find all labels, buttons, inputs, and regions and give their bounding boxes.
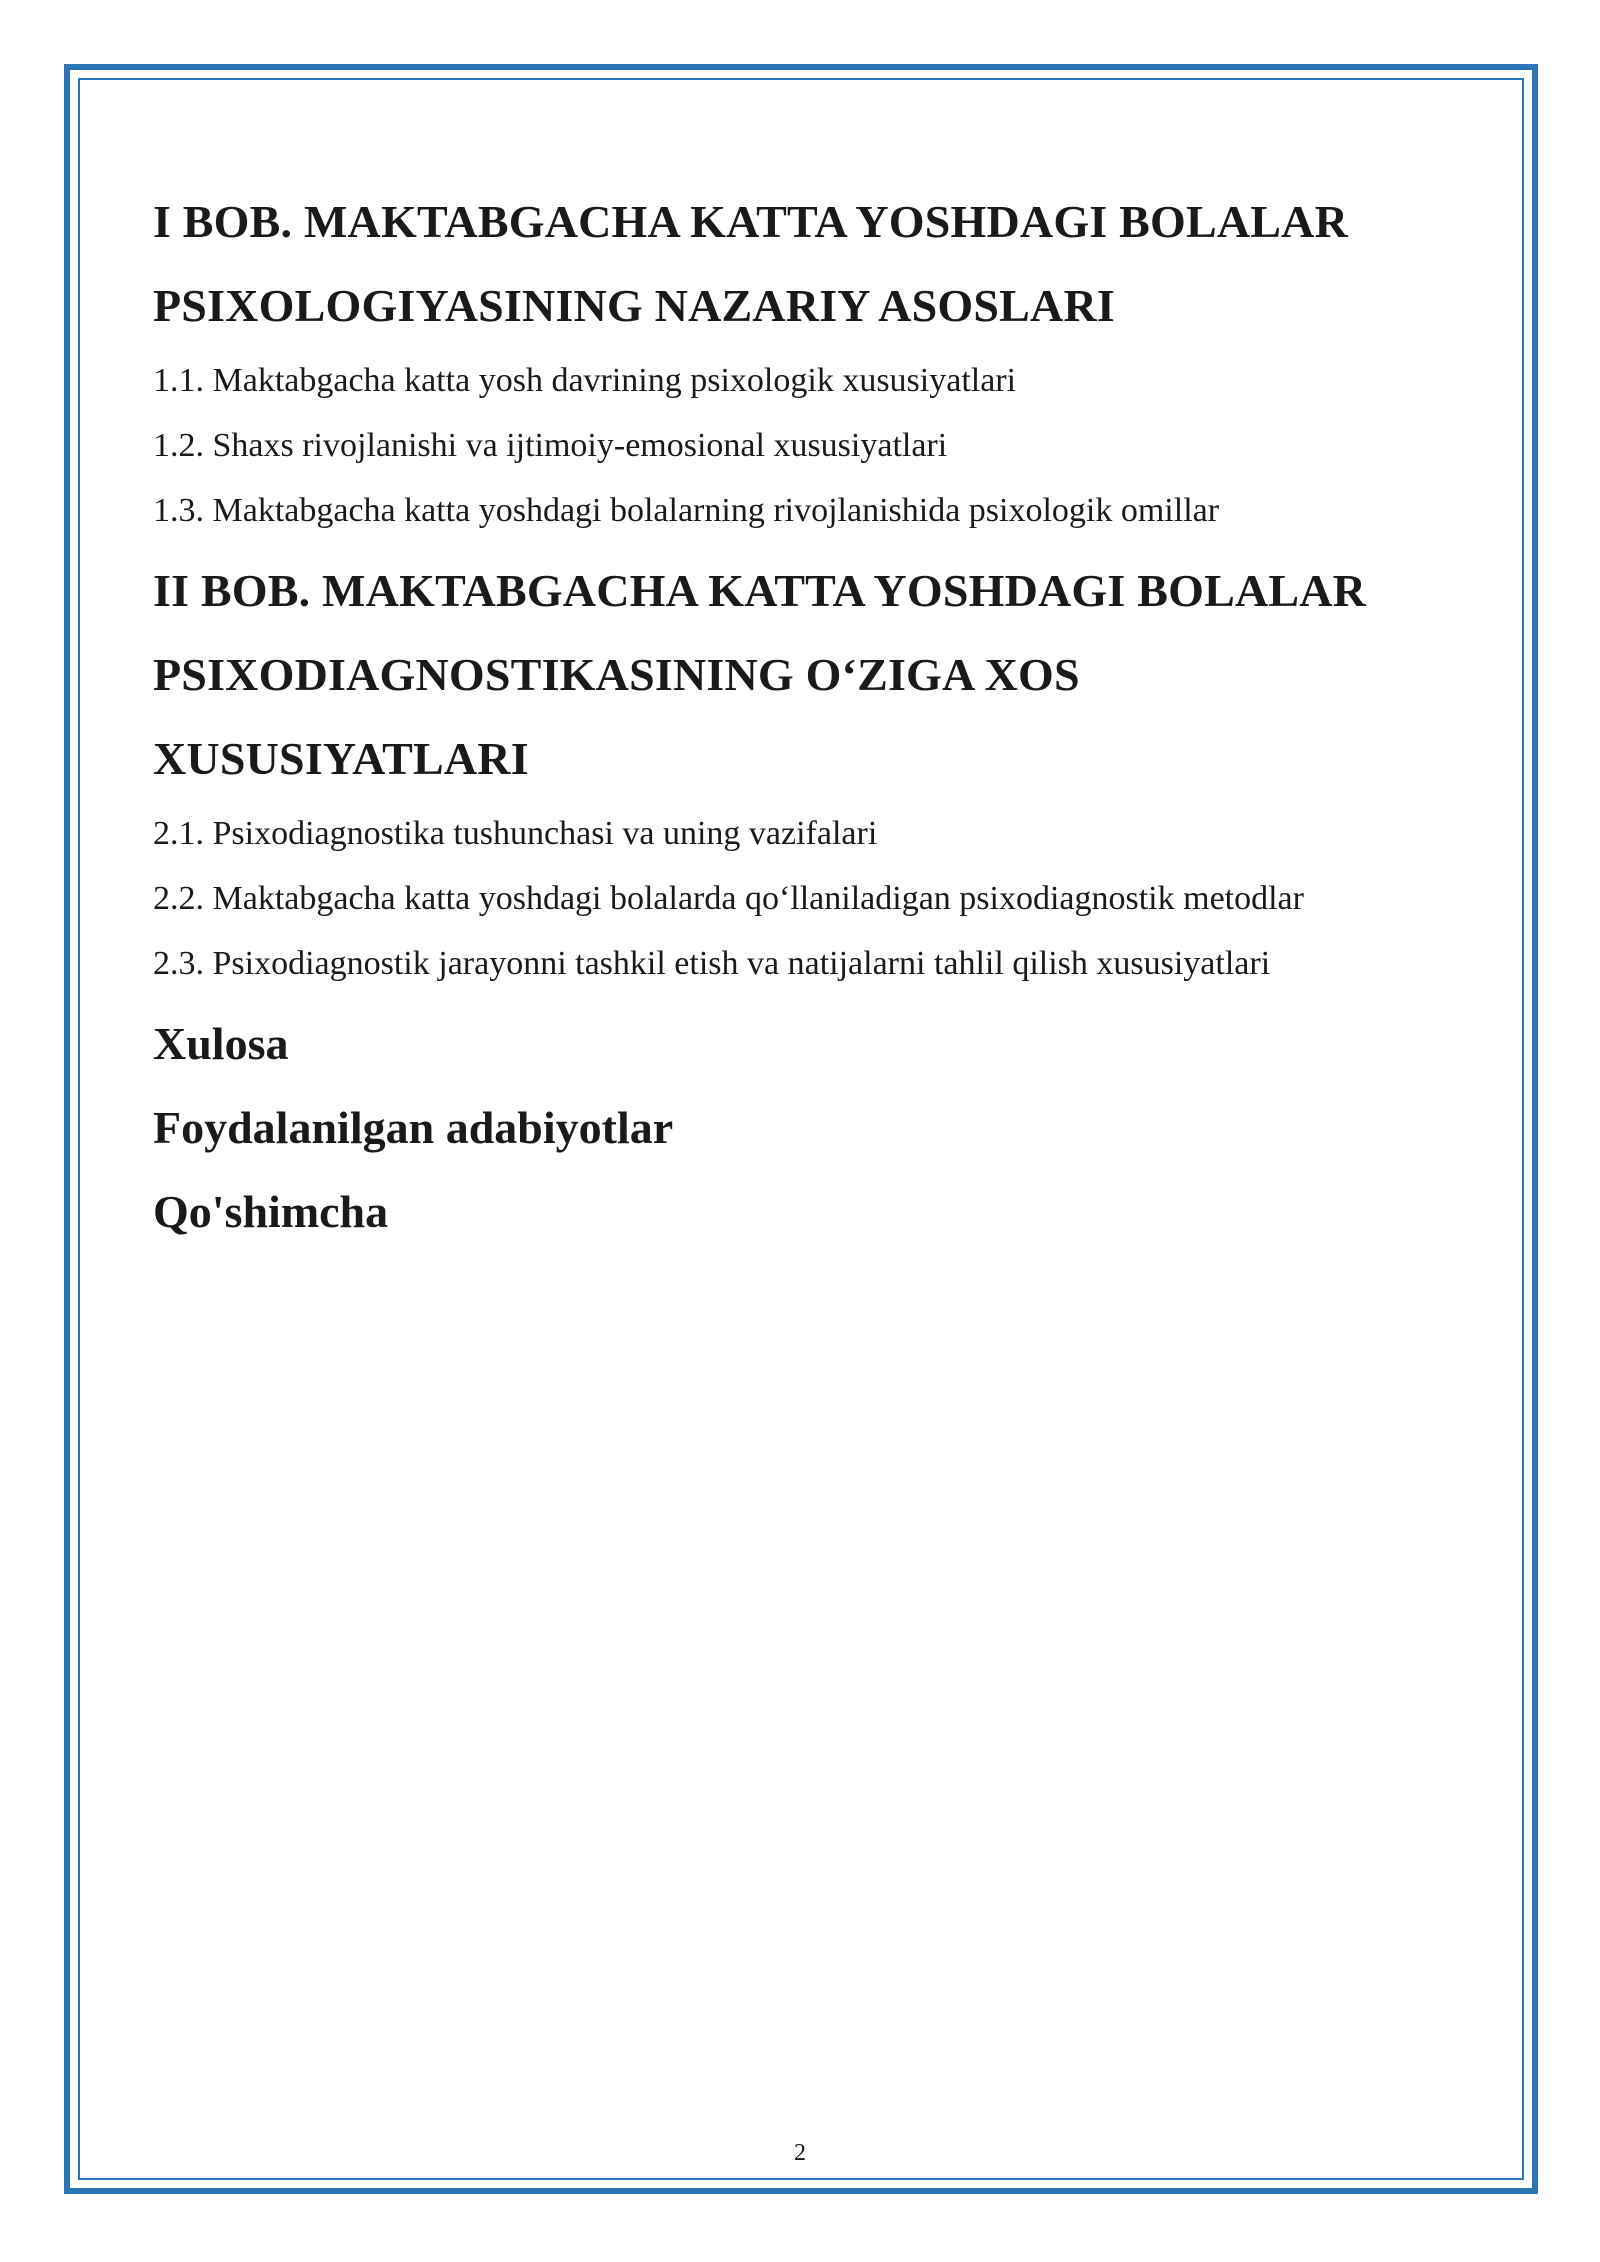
chapter-2 xyxy=(153,549,1453,996)
chapter-2-heading-line-2: PSIXODIAGNOSTIKASINING O‘ZIGA XOS xyxy=(153,649,1080,700)
section-1-1: 1.1. Maktabgacha katta yosh davrining psixologik xususiyatlari xyxy=(153,362,1017,399)
chapter-1-heading-line-2: PSIXOLOGIYASINING NAZARIY ASOSLARI xyxy=(153,280,1115,331)
chapter-2-heading-line-3: XUSUSIYATLARI xyxy=(153,733,529,784)
section-2-3: 2.3. Psixodiagnostik jarayonni tashkil etish va natijalarni tahlil qilish xususiyatlari xyxy=(153,945,1271,982)
appendix-heading: Qo'shimcha xyxy=(153,1186,389,1237)
conclusion-heading: Xulosa xyxy=(153,1018,289,1069)
page-number: 2 xyxy=(794,2140,806,2166)
section-2-1: 2.1. Psixodiagnostika tushunchasi va uning vazifalari xyxy=(153,815,878,852)
section-1-2: 1.2. Shaxs rivojlanishi va ijtimoiy-emosional xususiyatlari xyxy=(153,427,948,464)
chapter-2-heading-line-1: II BOB. MAKTABGACHA KATTA YOSHDAGI BOLALAR xyxy=(153,565,1367,616)
references-heading: Foydalanilgan adabiyotlar xyxy=(153,1102,674,1153)
final-sections xyxy=(153,1002,1453,1254)
chapter-1 xyxy=(153,180,1453,543)
chapter-1-heading-line-1: I BOB. MAKTABGACHA KATTA YOSHDAGI BOLALAR xyxy=(153,196,1348,247)
table-of-contents xyxy=(153,180,1453,1254)
section-1-3: 1.3. Maktabgacha katta yoshdagi bolalarning rivojlanishida psixologik omillar xyxy=(153,492,1220,529)
section-2-2: 2.2. Maktabgacha katta yoshdagi bolalarda qo‘llaniladigan psixodiagnostik metodlar xyxy=(153,880,1304,917)
